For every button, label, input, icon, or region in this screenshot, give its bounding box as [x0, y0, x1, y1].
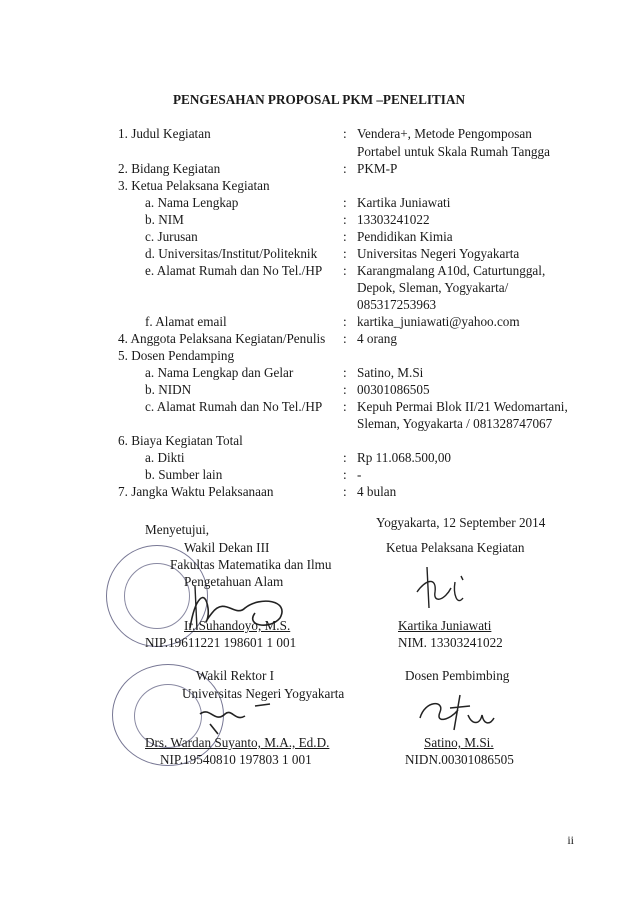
colon: :: [343, 126, 347, 141]
row-label: 6. Biaya Kegiatan Total: [118, 433, 243, 448]
row-value: Rp 11.068.500,00: [357, 450, 452, 465]
row-value: 13303241022: [357, 212, 430, 227]
colon: :: [343, 467, 347, 482]
rektor-name: Drs. Wardan Suyanto, M.A., Ed.D.: [145, 735, 330, 750]
ketua-signature: [405, 562, 485, 612]
rektor-title: Wakil Rektor I: [196, 668, 275, 683]
row-label: 3. Ketua Pelaksana Kegiatan: [118, 178, 270, 193]
dekan-nip: NIP.19611221 198601 1 001: [145, 635, 297, 650]
row-label: c. Jurusan: [145, 229, 198, 244]
row-value: 00301086505: [357, 382, 430, 397]
row-value: Pendidikan Kimia: [357, 229, 453, 244]
row-value: Depok, Sleman, Yogyakarta/: [357, 280, 509, 295]
dekan-title: Wakil Dekan III: [184, 540, 270, 555]
colon: :: [343, 212, 347, 227]
row-value: Karangmalang A10d, Caturtunggal,: [357, 263, 546, 278]
ketua-name: Kartika Juniawati: [398, 618, 492, 633]
row-value: 4 bulan: [357, 484, 397, 499]
colon: :: [343, 246, 347, 261]
dekan-name: Ir. Suhandoyo, M.S.: [184, 618, 291, 633]
row-label: 2. Bidang Kegiatan: [118, 161, 221, 176]
dekan-faculty-line2: Pengetahuan Alam: [184, 574, 284, 589]
dosen-nidn: NIDN.00301086505: [405, 752, 514, 767]
row-label: 4. Anggota Pelaksana Kegiatan/Penulis: [118, 331, 326, 346]
ketua-nim: NIM. 13303241022: [398, 635, 503, 650]
rektor-university: Universitas Negeri Yogyakarta: [182, 686, 345, 701]
place-date: Yogyakarta, 12 September 2014: [376, 515, 546, 530]
row-label: f. Alamat email: [145, 314, 227, 329]
row-value: Kartika Juniawati: [357, 195, 451, 210]
row-value: Vendera+, Metode Pengomposan: [357, 126, 532, 141]
row-label: c. Alamat Rumah dan No Tel./HP: [145, 399, 323, 414]
row-value: 4 orang: [357, 331, 397, 346]
row-label: 5. Dosen Pendamping: [118, 348, 235, 363]
ketua-title: Ketua Pelaksana Kegiatan: [386, 540, 525, 555]
colon: :: [343, 365, 347, 380]
colon: :: [343, 263, 347, 278]
colon: :: [343, 399, 347, 414]
row-value: Sleman, Yogyakarta / 081328747067: [357, 416, 553, 431]
dosen-title: Dosen Pembimbing: [405, 668, 510, 683]
row-value: -: [357, 467, 362, 482]
rektor-signature: [170, 694, 290, 739]
row-label: b. NIM: [145, 212, 184, 227]
colon: :: [343, 382, 347, 397]
row-label: e. Alamat Rumah dan No Tel./HP: [145, 263, 323, 278]
row-label: 1. Judul Kegiatan: [118, 126, 211, 141]
row-label: b. NIDN: [145, 382, 192, 397]
row-label: b. Sumber lain: [145, 467, 223, 482]
colon: :: [343, 161, 347, 176]
colon: :: [343, 314, 347, 329]
page-number: ii: [567, 833, 574, 847]
row-label: a. Dikti: [145, 450, 185, 465]
colon: :: [343, 484, 347, 499]
approval-label: Menyetujui,: [145, 522, 210, 537]
dosen-signature: [410, 690, 500, 735]
row-value: PKM-P: [357, 161, 398, 176]
dekan-faculty-line1: Fakultas Matematika dan Ilmu: [170, 557, 332, 572]
row-label: d. Universitas/Institut/Politeknik: [145, 246, 318, 261]
row-label: 7. Jangka Waktu Pelaksanaan: [118, 484, 274, 499]
row-value: 085317253963: [357, 297, 437, 312]
row-label: a. Nama Lengkap dan Gelar: [145, 365, 294, 380]
row-value: Universitas Negeri Yogyakarta: [357, 246, 520, 261]
document-title: PENGESAHAN PROPOSAL PKM –PENELITIAN: [173, 92, 465, 107]
colon: :: [343, 450, 347, 465]
row-value: Portabel untuk Skala Rumah Tangga: [357, 144, 550, 159]
row-value: Satino, M.Si: [357, 365, 424, 380]
colon: :: [343, 331, 347, 346]
colon: :: [343, 229, 347, 244]
colon: :: [343, 195, 347, 210]
row-label: a. Nama Lengkap: [145, 195, 239, 210]
rektor-nip: NIP.19540810 197803 1 001: [160, 752, 312, 767]
dosen-name: Satino, M.Si.: [424, 735, 494, 750]
row-value: Kepuh Permai Blok II/21 Wedomartani,: [357, 399, 568, 414]
row-value: kartika_juniawati@yahoo.com: [357, 314, 520, 329]
